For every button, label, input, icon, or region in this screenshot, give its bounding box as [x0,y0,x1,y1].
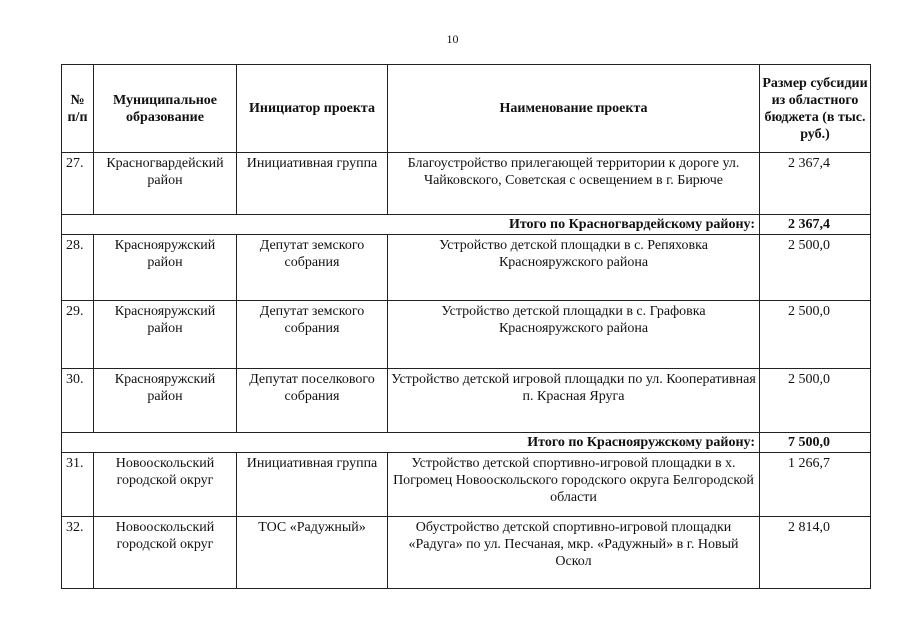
row-sum: 1 266,7 [760,453,871,517]
row-project: Благоустройство прилегающей территории к дороге ул. Чайковского, Советская с освещением в г. Бирюче [388,153,760,215]
total-sum: 2 367,4 [760,215,871,235]
row-sum: 2 367,4 [760,153,871,215]
header-municipality: Муниципальное образование [94,65,237,153]
table-row [62,517,871,589]
row-municipality: Краснояружский район [94,235,237,301]
row-municipality: Красногвардейский район [94,153,237,215]
row-initiator: Депутат земского собрания [237,235,388,301]
row-num: 28. [62,235,94,301]
row-municipality: Новооскольский городской округ [94,517,237,589]
row-initiator: Депутат земского собрания [237,301,388,369]
row-num: 31. [62,453,94,517]
row-project: Обустройство детской спортивно-игровой площадки «Радуга» по ул. Песчаная, мкр. «Радужный» в г. Новый Оскол [388,517,760,589]
header-subsidy: Размер субсидии из областного бюджета (в тыс. руб.) [760,65,871,153]
row-initiator: Депутат поселкового собрания [237,369,388,433]
row-sum: 2 500,0 [760,369,871,433]
row-num: 30. [62,369,94,433]
row-num: 27. [62,153,94,215]
table-row [62,453,871,517]
row-sum: 2 500,0 [760,235,871,301]
total-row [62,215,871,235]
header-initiator: Инициатор проекта [237,65,388,153]
row-initiator: ТОС «Радужный» [237,517,388,589]
table-row [62,153,871,215]
row-num: 29. [62,301,94,369]
row-project: Устройство детской спортивно-игровой площадки в х. Погромец Новооскольского городского округа Белгородской области [388,453,760,517]
table-row [62,301,871,369]
table-row [62,235,871,301]
row-sum: 2 500,0 [760,301,871,369]
row-num: 32. [62,517,94,589]
row-project: Устройство детской игровой площадки по ул. Кооперативная п. Красная Яруга [388,369,760,433]
row-municipality: Краснояружский район [94,369,237,433]
table-row [62,369,871,433]
row-initiator: Инициативная группа [237,153,388,215]
row-municipality: Краснояружский район [94,301,237,369]
total-sum: 7 500,0 [760,433,871,453]
row-sum: 2 814,0 [760,517,871,589]
total-label: Итого по Краснояружскому району: [62,433,760,453]
table-header-row [62,65,871,153]
subsidy-table [61,64,871,589]
header-project: Наименование проекта [388,65,760,153]
row-project: Устройство детской площадки в с. Репяховка Краснояружского района [388,235,760,301]
row-initiator: Инициативная группа [237,453,388,517]
page-number: 10 [446,32,459,46]
row-project: Устройство детской площадки в с. Графовка Краснояружского района [388,301,760,369]
header-num: № п/п [62,65,94,153]
row-municipality: Новооскольский городской округ [94,453,237,517]
total-row [62,433,871,453]
total-label: Итого по Красногвардейскому району: [62,215,760,235]
